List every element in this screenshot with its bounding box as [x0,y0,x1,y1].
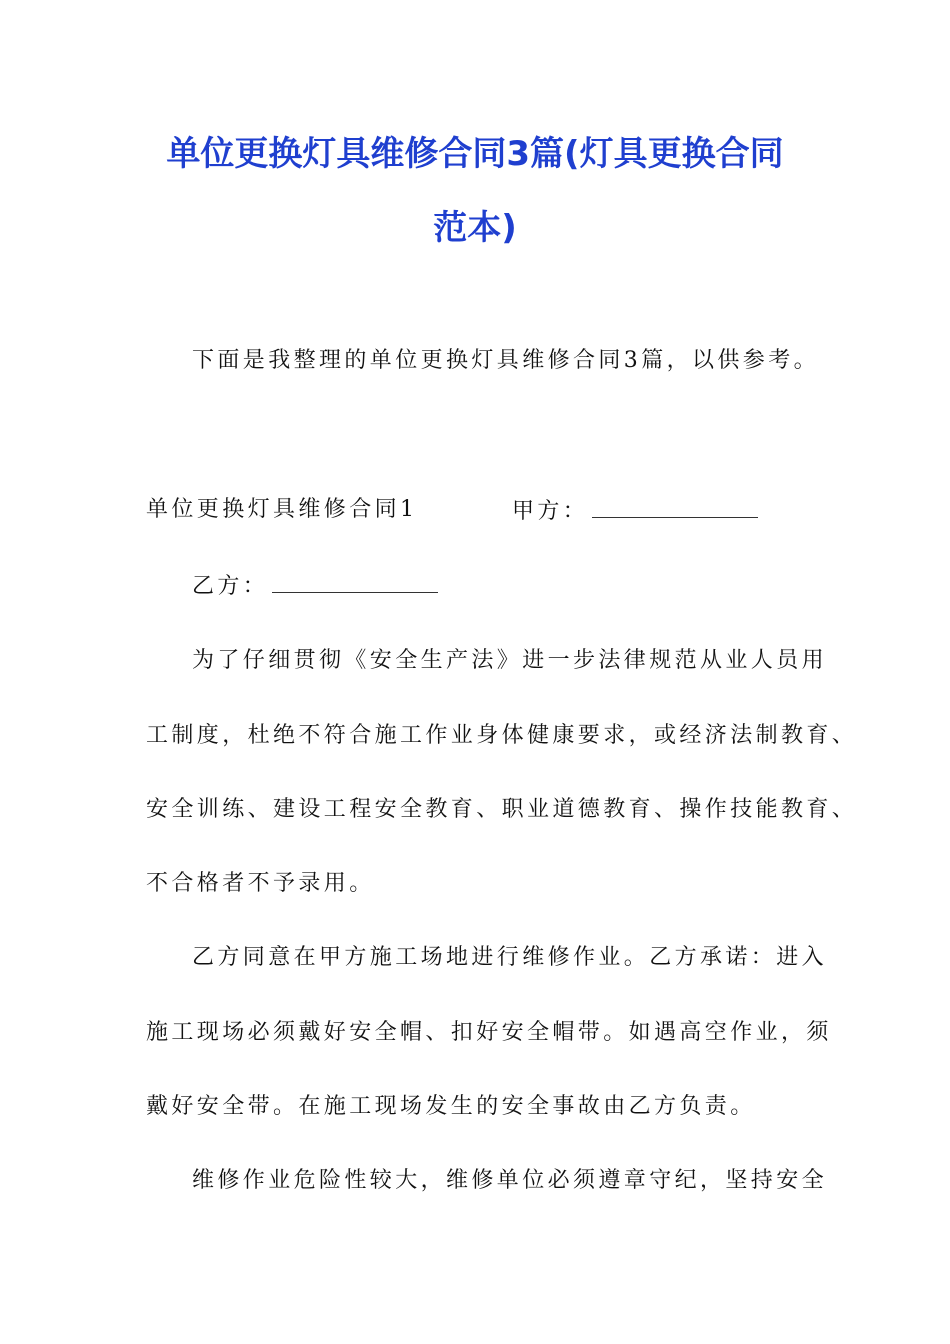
paragraph-line: 安全训练、建设工程安全教育、职业道德教育、操作技能教育、 [146,797,858,822]
paragraph-line: 不合格者不予录用。 [146,871,375,896]
party-a-blank [592,495,758,518]
party-b-label: 乙方： [192,574,269,599]
contract-heading: 单位更换灯具维修合同1 [146,497,418,522]
party-b-row [192,570,438,602]
intro-text: 下面是我整理的单位更换灯具维修合同3篇，以供参考。 [192,348,819,373]
party-b-blank [272,570,438,593]
paragraph-line: 维修作业危险性较大，维修单位必须遵章守纪，坚持安全 [192,1168,828,1193]
paragraph-line: 乙方同意在甲方施工场地进行维修作业。乙方承诺：进入 [192,945,828,970]
document-title-line-1: 单位更换灯具维修合同3篇(灯具更换合同 [166,134,784,174]
party-a-label: 甲方： [512,499,589,524]
party-a-row [512,495,758,527]
paragraph-line: 为了仔细贯彻《安全生产法》进一步法律规范从业人员用 [192,648,828,673]
paragraph-line: 戴好安全带。在施工现场发生的安全事故由乙方负责。 [146,1094,756,1119]
paragraph-line: 工制度，杜绝不符合施工作业身体健康要求，或经济法制教育、 [146,723,858,748]
document-title-line-2: 范本) [433,208,517,248]
paragraph-line: 施工现场必须戴好安全帽、扣好安全帽带。如遇高空作业，须 [146,1020,832,1045]
